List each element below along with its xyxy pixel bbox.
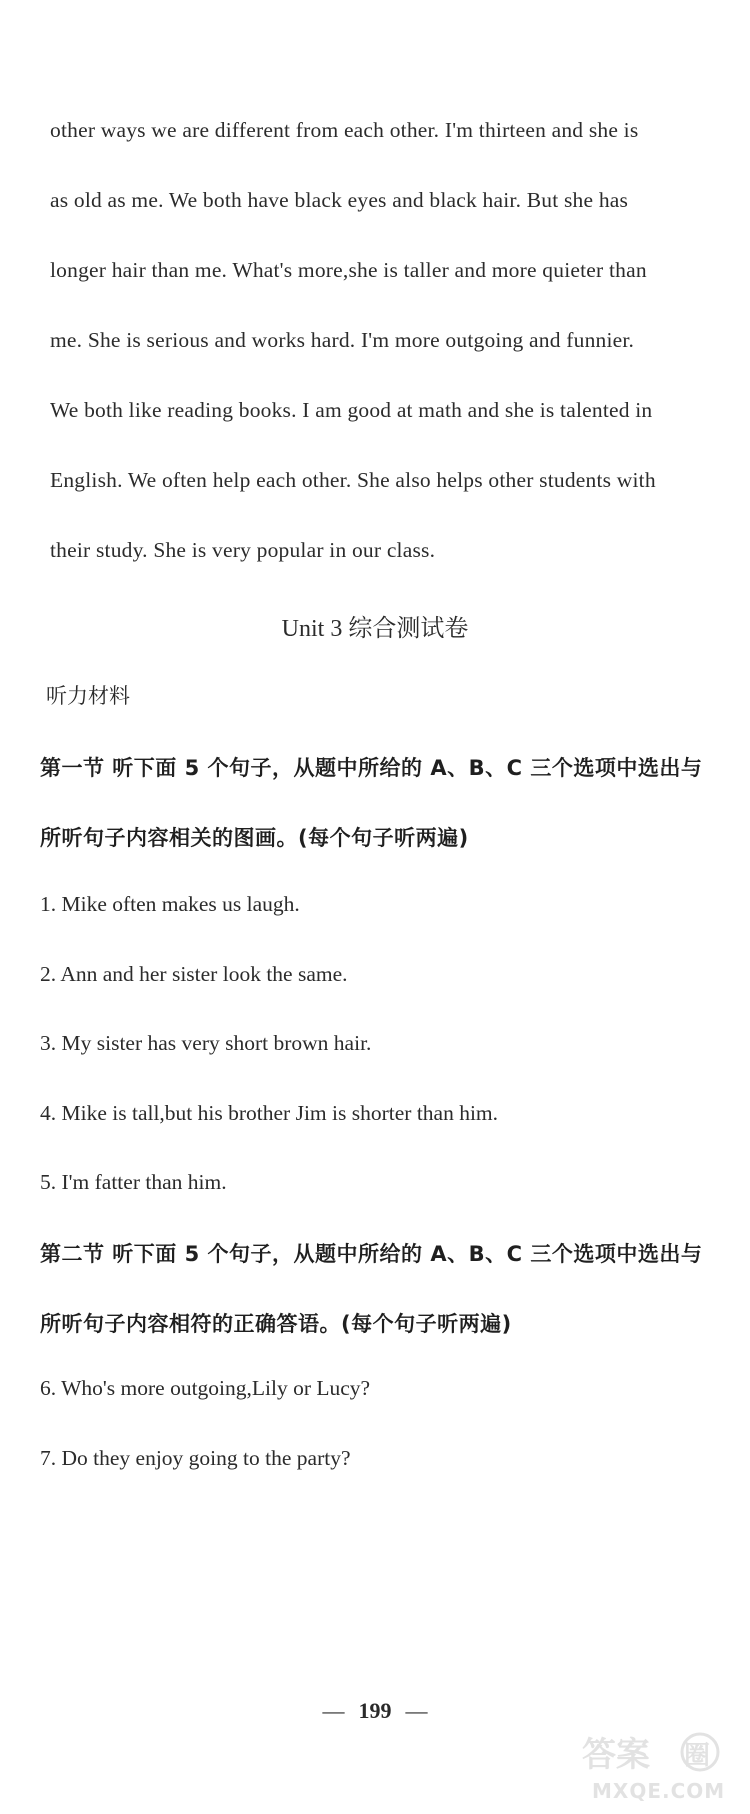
passage-line: their study. She is very popular in our class. [50,538,436,562]
dash-left: — [322,1698,345,1723]
listening-material-label: 听力材料 [46,684,130,708]
watermark-url: MXQE.COM [592,1779,726,1803]
passage-line: me. She is serious and works hard. I'm more outgoing and funnier. [50,328,635,352]
question-item: 6. Who's more outgoing,Lily or Lucy? [40,1376,371,1400]
passage-line: as old as me. We both have black eyes and black hair. But she has [50,188,629,212]
passage-line: English. We often help each other. She also helps other students with [50,468,656,492]
watermark-chars: 答案 [582,1735,650,1775]
page-number [0,1698,750,1724]
page-number-value: 199 [358,1698,392,1723]
passage-line: We both like reading books. I am good at math and she is talented in [50,398,653,422]
unit-title: Unit 3 综合测试卷 [281,616,469,642]
section1-instruction: 第一节 听下面 5 个句子，从题中所给的 A、B、C 三个选项中选出与 [40,756,703,780]
watermark-circle-char: 圈 [684,1741,711,1771]
dash-right: — [405,1698,428,1723]
watermark-logo [578,1726,728,1804]
section1-instruction: 所听句子内容相关的图画。(每个句子听两遍) [40,826,469,850]
passage-line: longer hair than me. What's more,she is taller and more quieter than [50,258,647,282]
question-item: 7. Do they enjoy going to the party? [40,1446,351,1470]
question-item: 3. My sister has very short brown hair. [40,1031,372,1055]
question-item: 2. Ann and her sister look the same. [40,962,348,986]
passage-line: other ways we are different from each other. I'm thirteen and she is [50,118,639,142]
question-item: 4. Mike is tall,but his brother Jim is shorter than him. [40,1101,499,1125]
section2-instruction: 所听句子内容相符的正确答语。(每个句子听两遍) [40,1312,512,1336]
section2-instruction: 第二节 听下面 5 个句子，从题中所给的 A、B、C 三个选项中选出与 [40,1242,703,1266]
question-item: 1. Mike often makes us laugh. [40,892,300,916]
question-item: 5. I'm fatter than him. [40,1170,227,1194]
